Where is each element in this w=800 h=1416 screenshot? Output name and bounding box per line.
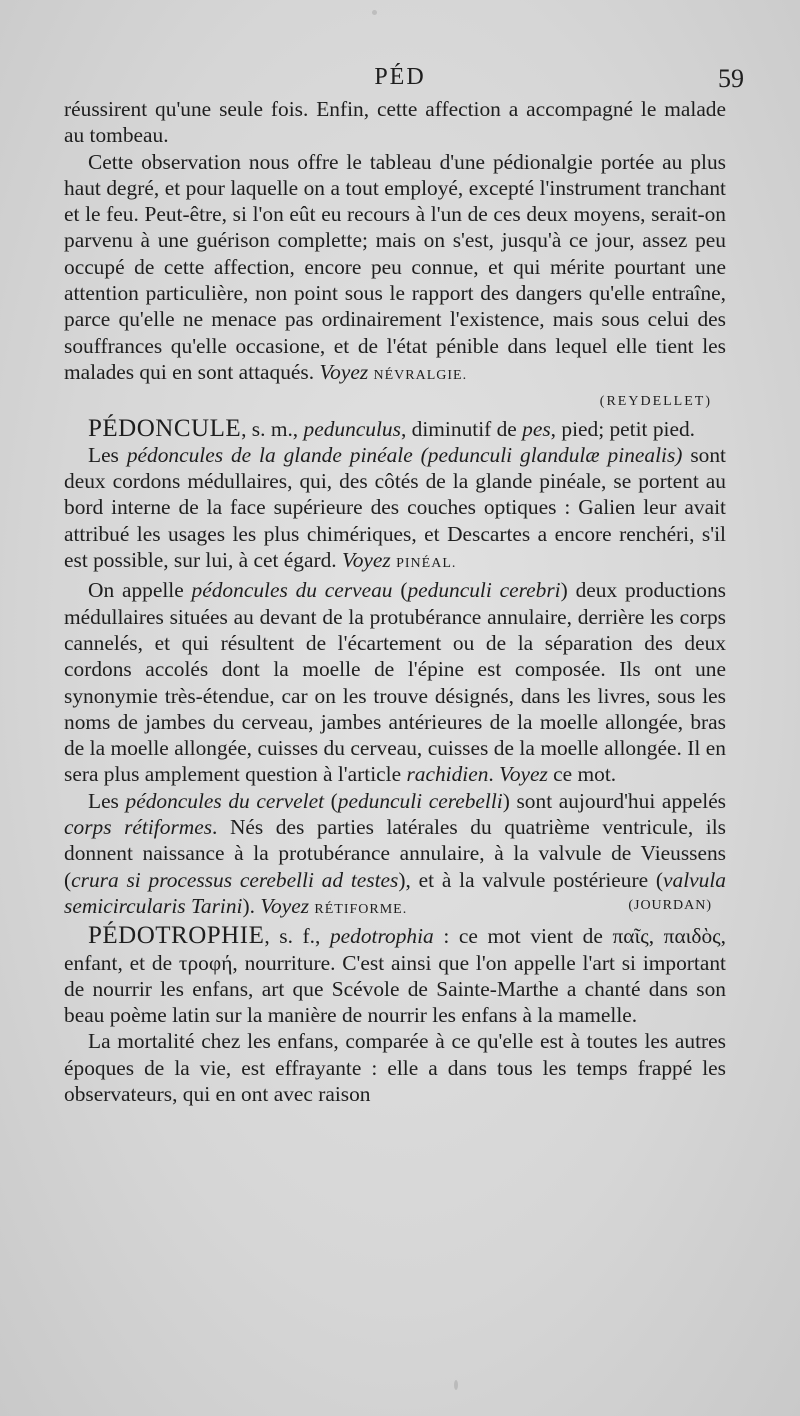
dictionary-entry: PÉDONCULE, s. m., pedunculus, diminutif de pes, pied; petit pied.: [88, 414, 696, 442]
dictionary-entry: PÉDOTROPHIE, s. f., pedotrophia : ce mot vient de παῖς, παιδὸς, enfant, et de τροφή, nourriture. C'est ainsi que l'on appelle l'art si important de nourrir les enfans, art que Scévole de Sainte-Marthe a chanté dans son beau poème latin sur la manière de nourrir les enfans à la mamelle.: [64, 922, 726, 1028]
running-head: PÉD: [374, 64, 426, 90]
author-signature: (JOURDAN): [628, 897, 712, 913]
voyez-label: Voyez: [319, 359, 369, 384]
cross-reference: RÉTIFORME.: [314, 901, 408, 917]
paragraph: La mortalité chez les enfans, comparée à ce qu'elle est à toutes les autres époques de la vie, est effrayante : elle a dans tous les temps frappé les observateurs, qui en ont avec raison: [64, 1029, 726, 1106]
voyez-label: Voyez: [342, 548, 391, 573]
entry-headword: PÉDONCULE: [88, 414, 242, 442]
body-text: [64, 96, 726, 1107]
cross-reference: PINÉAL.: [396, 556, 457, 572]
author-signature: (REYDELLET): [599, 394, 712, 410]
cross-reference: NÉVRALGIE.: [373, 367, 468, 383]
voyez-label: Voyez: [260, 893, 310, 918]
paragraph: Les pédoncules du cervelet (pedunculi cerebelli) sont aujourd'hui appelés corps rétiformes. Nés des parties latérales du quatrième ventricule, ils donnent naissance à la protubérance annulaire, à la valvule de Vieussens (crura si processus cerebelli ad testes), et à la valvule postérieure (valvula semicircularis Tarini). Voyez RÉTIFORME. (JOURDAN): [64, 788, 727, 918]
page-header: [64, 64, 744, 94]
paper-spot: [372, 10, 377, 15]
voyez-label: Voyez: [499, 762, 548, 787]
page-number: 59: [718, 64, 744, 93]
entry-headword: PÉDOTROPHIE: [88, 922, 265, 950]
paragraph: Les pédoncules de la glande pinéale (pedunculi glandulæ pinealis) sont deux cordons médullaires, qui, des côtés de la glande pinéale, se portent au bord interne de la face supérieure des couches optiques : Galien leur avait attribué les usages les plus chimériques, et Descartes a encore renchéri, s'il est possible, sur lui, à cet égard. Voyez PINÉAL.: [64, 442, 726, 573]
paragraph: Cette observation nous offre le tableau d'une pédionalgie portée au plus haut degré, et pour laquelle on a tout employé, excepté l'instrument tranchant et le feu. Peut-être, si l'on eût eu recours à l'un de ces deux moyens, serait-on parvenu à une guérison complette; mais on s'est, jusqu'à ce jour, assez peu occupé de cette affection, encore peu connue, et qui mérite pourtant une attention particulière, non point sous le rapport des dangers qu'elle entraîne, parce qu'elle ne menace pas ordinairement l'existence, mais sous celui des souffrances qu'elle occasione, et de l'état pénible dans lequel elle tient les malades qui en sont attaqués. Voyez NÉVRALGIE.: [64, 149, 726, 384]
paragraph: réussirent qu'une seule fois. Enfin, cette affection a accompagné le malade au tombeau.: [64, 97, 726, 148]
paper-spot: [454, 1380, 458, 1390]
paragraph: On appelle pédoncules du cerveau (pedunculi cerebri) deux productions médullaires situées au devant de la protubérance annulaire, derrière les corps cannelés, et qui résultent de l'écartement ou de la séparation des deux cordons accolés dont la moelle de l'épine est composée. Ils ont une synonymie très-étendue, car on les trouve désignés, dans les livres, sous les noms de jambes du cerveau, jambes antérieures de la moelle allongée, bras de la moelle allongée, cuisses du cerveau, cuisses de la moelle allongée. Il en sera plus amplement question à l'article rachidien. Voyez ce mot.: [64, 578, 726, 787]
